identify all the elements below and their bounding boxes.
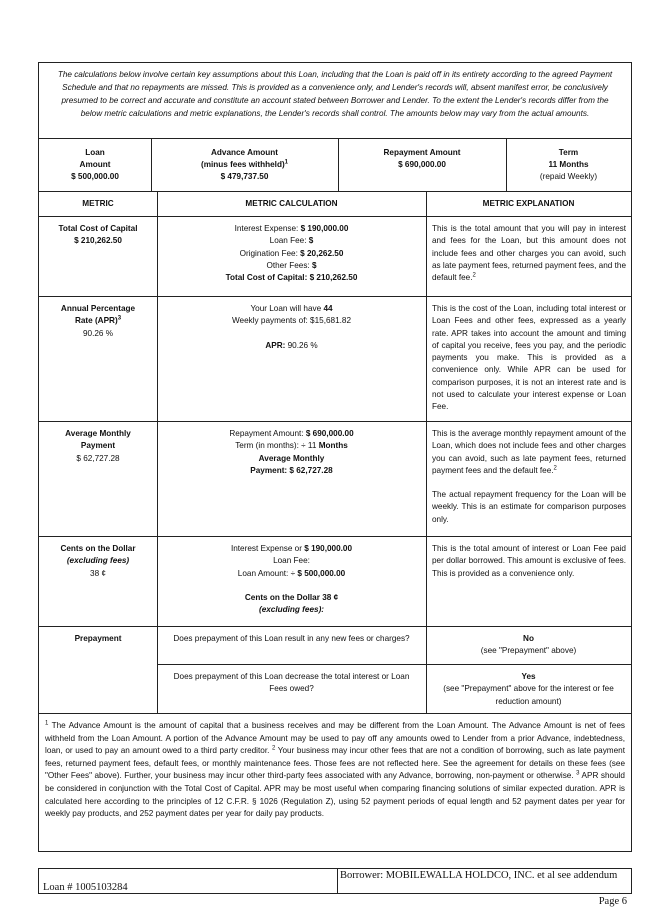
avg-monthly-metric bbox=[39, 428, 157, 465]
header-metric: METRIC bbox=[82, 199, 114, 208]
total-cost-value: $ 210,262.50 bbox=[74, 236, 122, 246]
calc-other-fees-line: Other Fees: $ bbox=[266, 260, 317, 270]
loan-number: Loan # 1005103284 bbox=[43, 882, 128, 893]
advance-label-2: (minus fees withheld)$^1$ bbox=[200, 159, 289, 169]
calc-loan-fee-line: Loan Fee: $ bbox=[269, 236, 314, 246]
total-cost-calculation bbox=[157, 223, 426, 284]
total-cost-metric bbox=[39, 223, 157, 248]
prepayment-answer-1 bbox=[426, 633, 631, 658]
term-label: Term bbox=[558, 148, 579, 157]
borrower-name: Borrower: MOBILEWALLA HOLDCO, INC. et al see addendum bbox=[340, 870, 618, 881]
advance-amount-cell bbox=[151, 139, 338, 191]
footnotes bbox=[39, 713, 631, 821]
loan-amount-value: $ 500,000.00 bbox=[71, 172, 119, 181]
avg-monthly-value: $ 62,727.28 bbox=[76, 453, 120, 463]
avg-explanation-2: The actual repayment frequency for the Loan will be weekly. This is an estimate for comparison purposes only. bbox=[432, 490, 626, 524]
avg-monthly-calculation bbox=[157, 428, 426, 477]
cents-value: 38 ¢ bbox=[90, 568, 106, 578]
avg-monthly-name-2: Payment bbox=[80, 441, 116, 451]
footnote-2-marker: 2 bbox=[271, 745, 276, 752]
apr-value: 90.26 % bbox=[82, 328, 114, 338]
prepayment-answer-1-value: No bbox=[523, 634, 534, 643]
intro-disclaimer: The calculations below involve certain key assumptions about this Loan, including that the Loan is paid off in its entirety according to the agreed Payment Schedule and that no repayments are missed. This is provided as a convenience only, and Lender's records will, absent manifest error, be conclusively presumed to be correct and accurate and constitute an account stated between Borrower and Lender. To the extent the Lender's records differ from the below metric calculations and metric explanations, the Lender's records shall control. The amounts below may vary from the actual amounts. bbox=[39, 63, 631, 139]
apr-name-2: Rate (APR)$^3$ bbox=[74, 315, 122, 326]
prepayment-answer-2-note: (see "Prepayment" above for the interest or fee reduction amount) bbox=[443, 684, 614, 706]
footnote-2-text: Your business may incur other fees that are not a condition of borrowing, such as late payment fees, returned payment fees, default fees, or monthly maintenance fees. Those fees are not reflected here. See the agreement for details on these fees (see "Other Fees" above). Further, your business may incur other third-party fees associated with any Advance, borrowing, non-payment or otherwise. bbox=[45, 746, 625, 781]
metrics-table bbox=[39, 191, 631, 713]
prepayment-metric: Prepayment bbox=[74, 634, 122, 643]
footnote-1-text: The Advance Amount is the amount of capital that a business receives and may be different from the Loan Amount. The Advance Amount is net of fees withheld from the Loan Amount. A portion of the Advance Amount may be used to pay off any amounts owed to Lender from a prior Advance, indebtedness, loan, or used to pay an amount owed to a third party creditor. bbox=[45, 721, 625, 756]
cents-calc-interest-line: Interest Expense or $ 190,000.00 bbox=[230, 544, 353, 553]
calc-interest-line: Interest Expense: $ 190,000.00 bbox=[234, 224, 349, 233]
loan-label-2: Amount bbox=[79, 160, 111, 169]
avg-calc-avg-label: Average Monthly bbox=[258, 453, 325, 463]
apr-calc-line-2: Weekly payments of: $15,681.82 bbox=[231, 316, 352, 326]
cents-calc-result-line: Cents on the Dollar 38 ¢ bbox=[244, 592, 339, 602]
cents-calc-loan-fee-line: Loan Fee: bbox=[273, 556, 310, 566]
total-cost-explanation: This is the total amount that you will pay in interest and fees for the Loan, but this amount does not include fees and other charges you can avoid, such as late payment fees, returned payment fees, and the default fee.$^2$ bbox=[432, 224, 626, 283]
cents-explanation: This is the total amount of interest or Loan Fee paid per dollar borrowed. This amount is exclusive of fees. This is provided as a convenience only. bbox=[432, 544, 626, 578]
page-footer bbox=[38, 868, 632, 894]
cents-name-1: Cents on the Dollar bbox=[60, 544, 136, 553]
footnote-3-text: APR should be considered in conjunction with the Total Cost of Capital. APR may be most useful when comparing financing solutions of similar expected duration. APR is calculated here according to the principles of 12 C.F.R. § 1026 (Regulation Z), using 52 payment periods of equal length and 52 payment dates per year for weekly pay products, and 252 payment dates per year for daily pay products. bbox=[45, 771, 625, 819]
cents-name-2: (excluding fees) bbox=[66, 556, 130, 566]
advance-label-1: Advance Amount bbox=[210, 148, 279, 157]
avg-explanation-1: This is the average monthly repayment amount of the Loan, which does not include fees and other charges you can avoid, such as late payment fees, returned payment fees and the default fee.$^2$ bbox=[432, 429, 626, 475]
cents-calculation bbox=[157, 543, 426, 616]
repayment-amount-cell bbox=[338, 139, 506, 191]
term-note: (repaid Weekly) bbox=[539, 172, 598, 181]
prepayment-answer-2 bbox=[426, 671, 631, 708]
prepayment-answer-1-note: (see "Prepayment" above) bbox=[480, 646, 577, 656]
repayment-amount-value: $ 690,000.00 bbox=[398, 160, 446, 169]
loan-amount-cell bbox=[39, 139, 151, 191]
footnote-3-marker: 3 bbox=[576, 770, 580, 777]
term-value: 11 Months bbox=[548, 160, 589, 169]
prepayment-question-1: Does prepayment of this Loan result in any new fees or charges? bbox=[173, 634, 410, 643]
cents-calc-loan-amount-line: Loan Amount: ÷ $ 500,000.00 bbox=[237, 568, 346, 578]
disclosure-frame bbox=[38, 62, 632, 852]
cents-calc-result-note: (excluding fees): bbox=[258, 605, 325, 615]
header-explanation: METRIC EXPLANATION bbox=[482, 199, 575, 208]
prepayment-answer-2-value: Yes bbox=[521, 672, 536, 681]
footnote-1-marker: 1 bbox=[45, 720, 49, 727]
apr-calculation bbox=[157, 303, 426, 352]
calc-origination-line: Origination Fee: $ 20,262.50 bbox=[239, 248, 344, 258]
apr-explanation: This is the cost of the Loan, including total interest or Loan Fees and other fees, expressed as a yearly rate. APR takes into account the amount and timing of capital you receive, fees you pay, and the periodic payments you make. This is provided as a convenience only. While APR can be used for comparison purposes, it is not an interest rate and is not used to calculate your interest expense or Loan Fee. bbox=[432, 304, 626, 412]
avg-monthly-explanation bbox=[426, 428, 631, 526]
total-cost-name: Total Cost of Capital bbox=[58, 224, 138, 233]
cents-metric bbox=[39, 543, 157, 580]
prepayment-question-2: Does prepayment of this Loan decrease the total interest or Loan Fees owed? bbox=[173, 672, 410, 694]
avg-monthly-name-1: Average Monthly bbox=[65, 429, 131, 438]
avg-calc-avg-value: Payment: $ 62,727.28 bbox=[250, 465, 333, 475]
loan-label-1: Loan bbox=[85, 148, 105, 157]
apr-calc-line-1: Your Loan will have 44 bbox=[250, 304, 333, 313]
page-number: Page 6 bbox=[598, 896, 627, 907]
summary-row bbox=[39, 139, 631, 192]
repayment-label: Repayment Amount bbox=[383, 148, 461, 157]
header-calculation: METRIC CALCULATION bbox=[245, 199, 338, 208]
avg-calc-repay-line: Repayment Amount: $ 690,000.00 bbox=[229, 429, 354, 438]
term-cell bbox=[506, 139, 631, 191]
calc-total-line: Total Cost of Capital: $ 210,262.50 bbox=[225, 273, 358, 283]
avg-calc-term-line: Term (in months): ÷ 11 Months bbox=[235, 441, 348, 451]
apr-calc-apr-line: APR: 90.26 % bbox=[265, 340, 318, 350]
advance-amount-value: $ 479,737.50 bbox=[220, 172, 269, 181]
apr-metric bbox=[39, 303, 157, 340]
apr-name-1: Annual Percentage bbox=[60, 304, 136, 313]
